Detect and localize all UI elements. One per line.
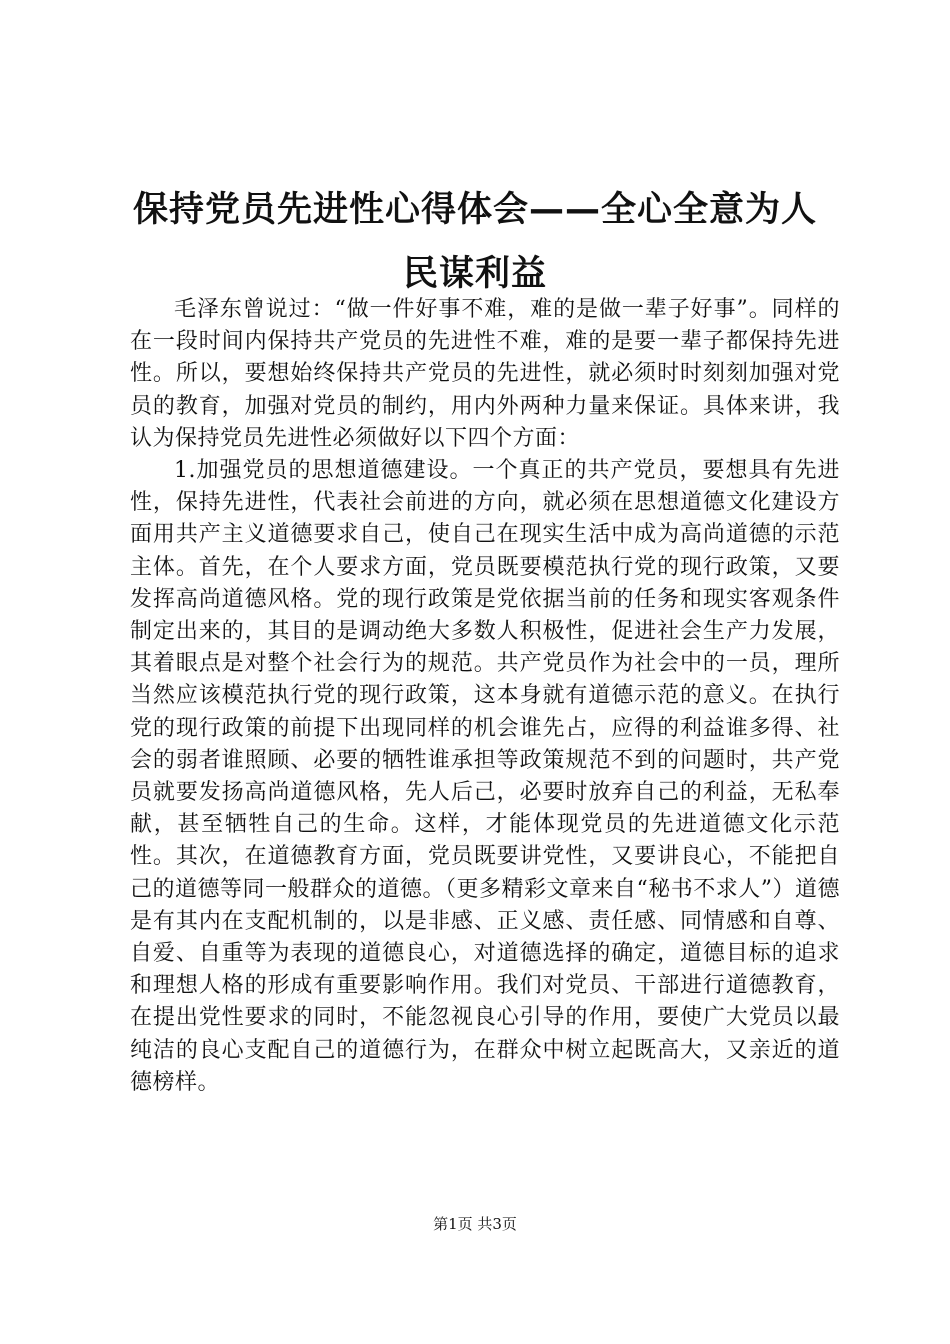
document-title: 保持党员先进性心得体会——全心全意为人民谋利益 bbox=[132, 190, 817, 294]
paragraph-intro: 毛泽东曾说过：“做一件好事不难，难的是做一辈子好事”。同样的在一段时间内保持共产党员的先进性不难，难的是要一辈子都保持先进性。所以，要想始终保持共产党员的先进性，就必须时时刻刻加强对党员的教育，加强对党员的制约，用内外两种力量来保证。具体来讲，我认为保持党员先进性必须做好以下四个方面： bbox=[130, 297, 840, 451]
page-footer: 第1页 共3页 bbox=[433, 1215, 517, 1233]
document-body bbox=[130, 294, 840, 1099]
paragraph-point-1: 1.加强党员的思想道德建设。一个真正的共产党员，要想具有先进性，保持先进性，代表社会前进的方向，就必须在思想道德文化建设方面用共产主义道德要求自己，使自己在现实生活中成为高尚道德的示范主体。首先，在个人要求方面，党员既要模范执行党的现行政策，又要发挥高尚道德风格。党的现行政策是党依据当前的任务和现实客观条件制定出来的，其目的是调动绝大多数人积极性，促进社会生产力发展，其着眼点是对整个社会行为的规范。共产党员作为社会中的一员，理所当然应该模范执行党的现行政策，这本身就有道德示范的意义。在执行党的现行政策的前提下出现同样的机会谁先占，应得的利益谁多得、社会的弱者谁照顾、必要的牺牲谁承担等政策规范不到的问题时，共产党员就要发扬高尚道德风格，先人后己，必要时放弃自己的利益，无私奉献，甚至牺牲自己的生命。这样，才能体现党员的先进道德文化示范性。其次，在道德教育方面，党员既要讲党性，又要讲良心，不能把自己的道德等同一般群众的道德。（更多精彩文章来自“秘书不求人”）道德是有其内在支配机制的，以是非感、正义感、责任感、同情感和自尊、自爱、自重等为表现的道德良心，对道德选择的确定，道德目标的追求和理想人格的形成有重要影响作用。我们对党员、干部进行道德教育，在提出党性要求的同时，不能忽视良心引导的作用，要使广大党员以最纯洁的良心支配自己的道德行为，在群众中树立起既高大，又亲近的道德榜样。 bbox=[130, 458, 840, 1095]
